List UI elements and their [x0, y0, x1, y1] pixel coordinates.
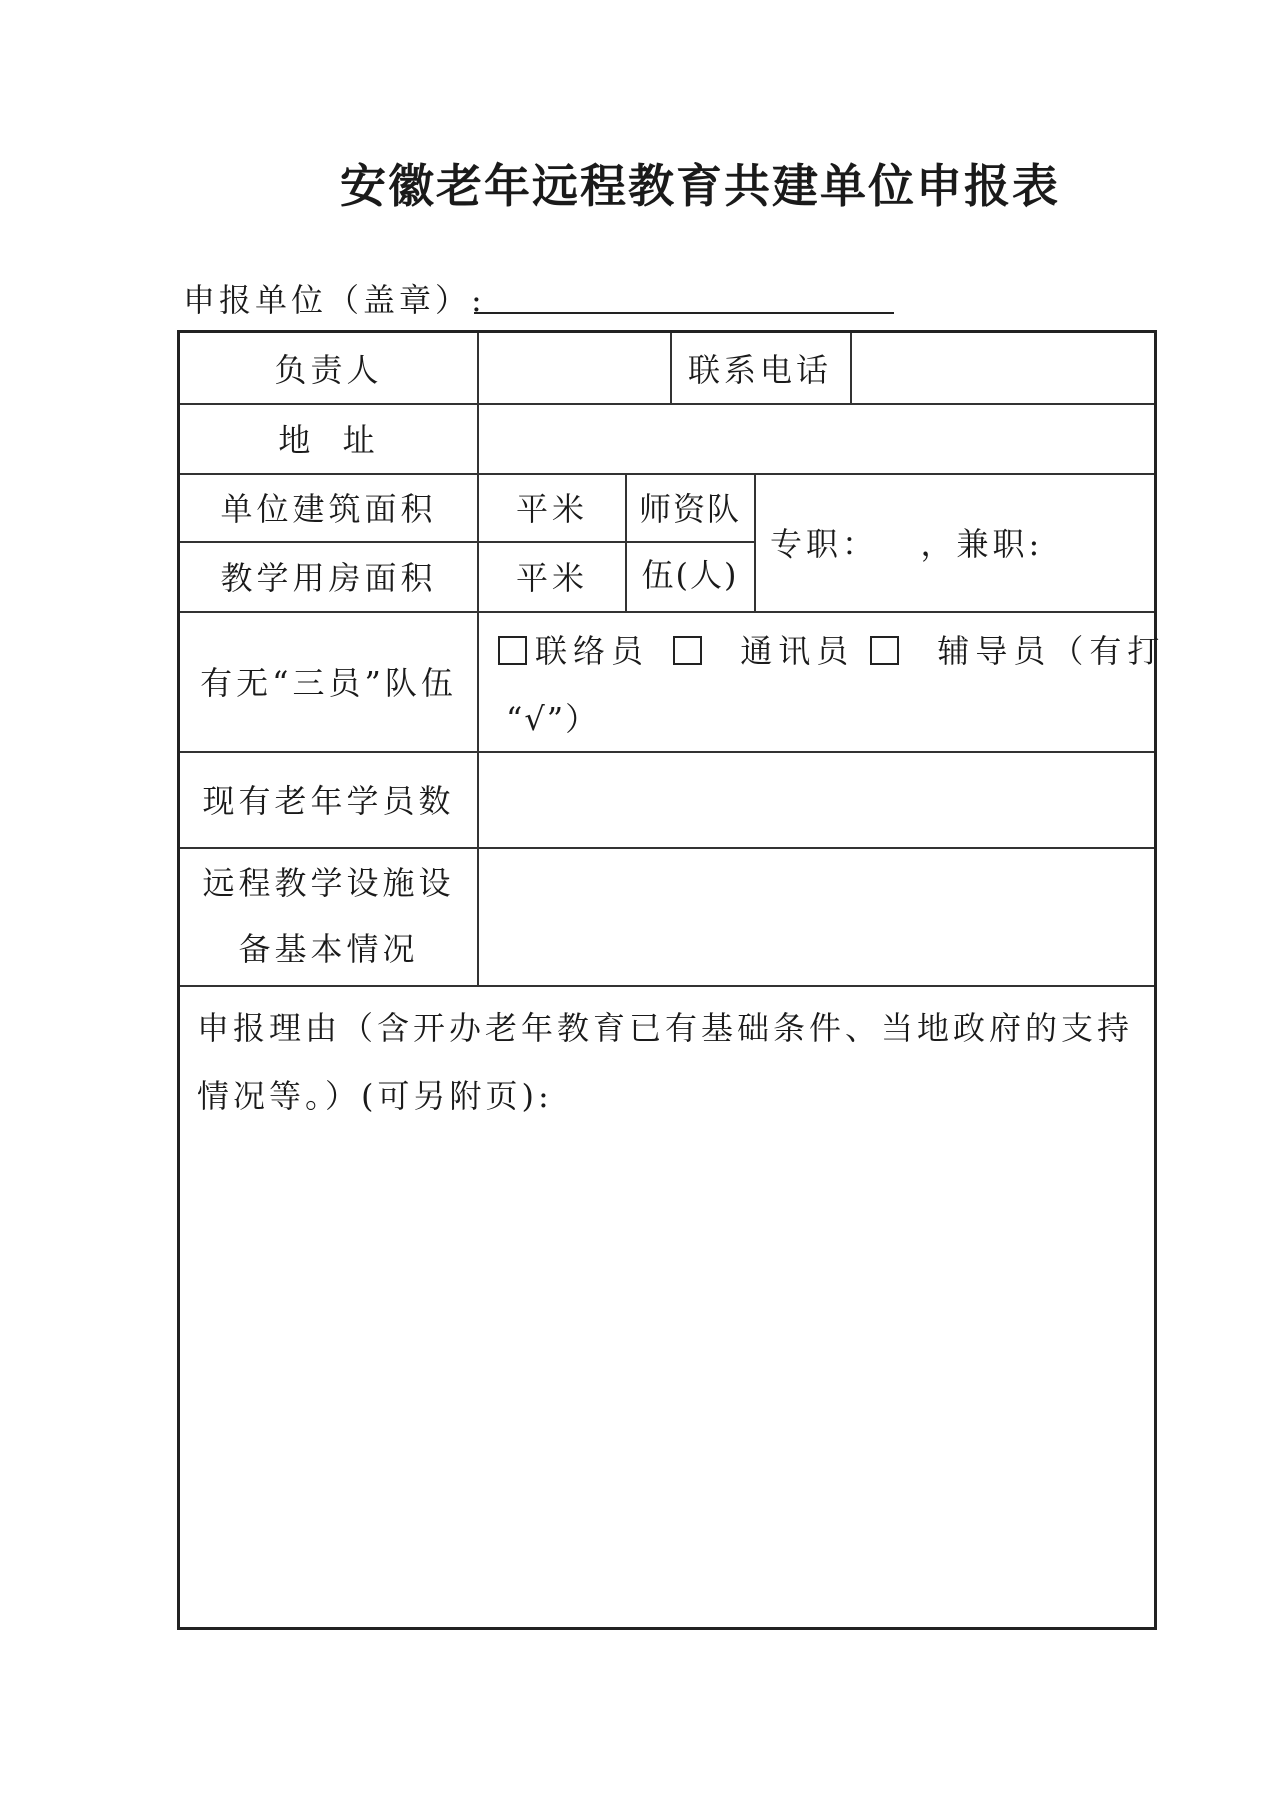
- students-label: 现有老年学员数: [202, 782, 455, 820]
- liaison-checkbox[interactable]: [498, 636, 527, 665]
- application-reason-label: 申报理由（含开办老年教育已有基础条件、当地政府的支持情况等。）(可另附页):: [197, 1009, 1134, 1115]
- facilities-label-line2: 备基本情况: [238, 930, 419, 968]
- tutor-checkbox[interactable]: [870, 636, 899, 665]
- row-divider: [180, 985, 1154, 987]
- phone-field[interactable]: [852, 333, 1154, 403]
- teaching-area-label: 教学用房面积: [220, 559, 437, 597]
- students-field[interactable]: [479, 751, 1154, 847]
- building-area-label: 单位建筑面积: [220, 490, 437, 528]
- facilities-field[interactable]: [479, 847, 1154, 985]
- tutor-label: 辅导员（有打: [937, 632, 1166, 670]
- faculty-field[interactable]: 专职： ，兼职:: [770, 525, 1044, 563]
- phone-label: 联系电话: [687, 351, 832, 389]
- liaison-label: 联络员: [535, 632, 650, 670]
- correspondent-checkbox[interactable]: [673, 636, 702, 665]
- facilities-label-line1: 远程教学设施设: [202, 864, 455, 902]
- applicant-unit-field[interactable]: [474, 312, 894, 314]
- building-area-field[interactable]: 平米: [515, 490, 588, 528]
- form-title: 安徽老年远程教育共建单位申报表: [340, 159, 1060, 213]
- address-field[interactable]: [479, 403, 1154, 473]
- address-label: 地 址: [278, 421, 379, 459]
- applicant-unit-label: 申报单位（盖章）:: [183, 281, 486, 319]
- person-in-charge-label: 负责人: [274, 351, 383, 389]
- faculty-label-line2: 伍(人): [641, 556, 739, 594]
- faculty-label-line1: 师资队: [638, 490, 741, 528]
- facilities-label: [180, 847, 477, 985]
- application-reason-field[interactable]: [190, 1140, 1150, 1620]
- person-in-charge-field[interactable]: [479, 333, 669, 403]
- three-staff-options: [498, 626, 1165, 672]
- faculty-label: [626, 473, 754, 611]
- three-staff-label: 有无“三员”队伍: [200, 664, 457, 702]
- check-hint: “√”）: [506, 700, 600, 738]
- teaching-area-field[interactable]: 平米: [515, 559, 588, 597]
- correspondent-label: 通讯员: [740, 632, 855, 670]
